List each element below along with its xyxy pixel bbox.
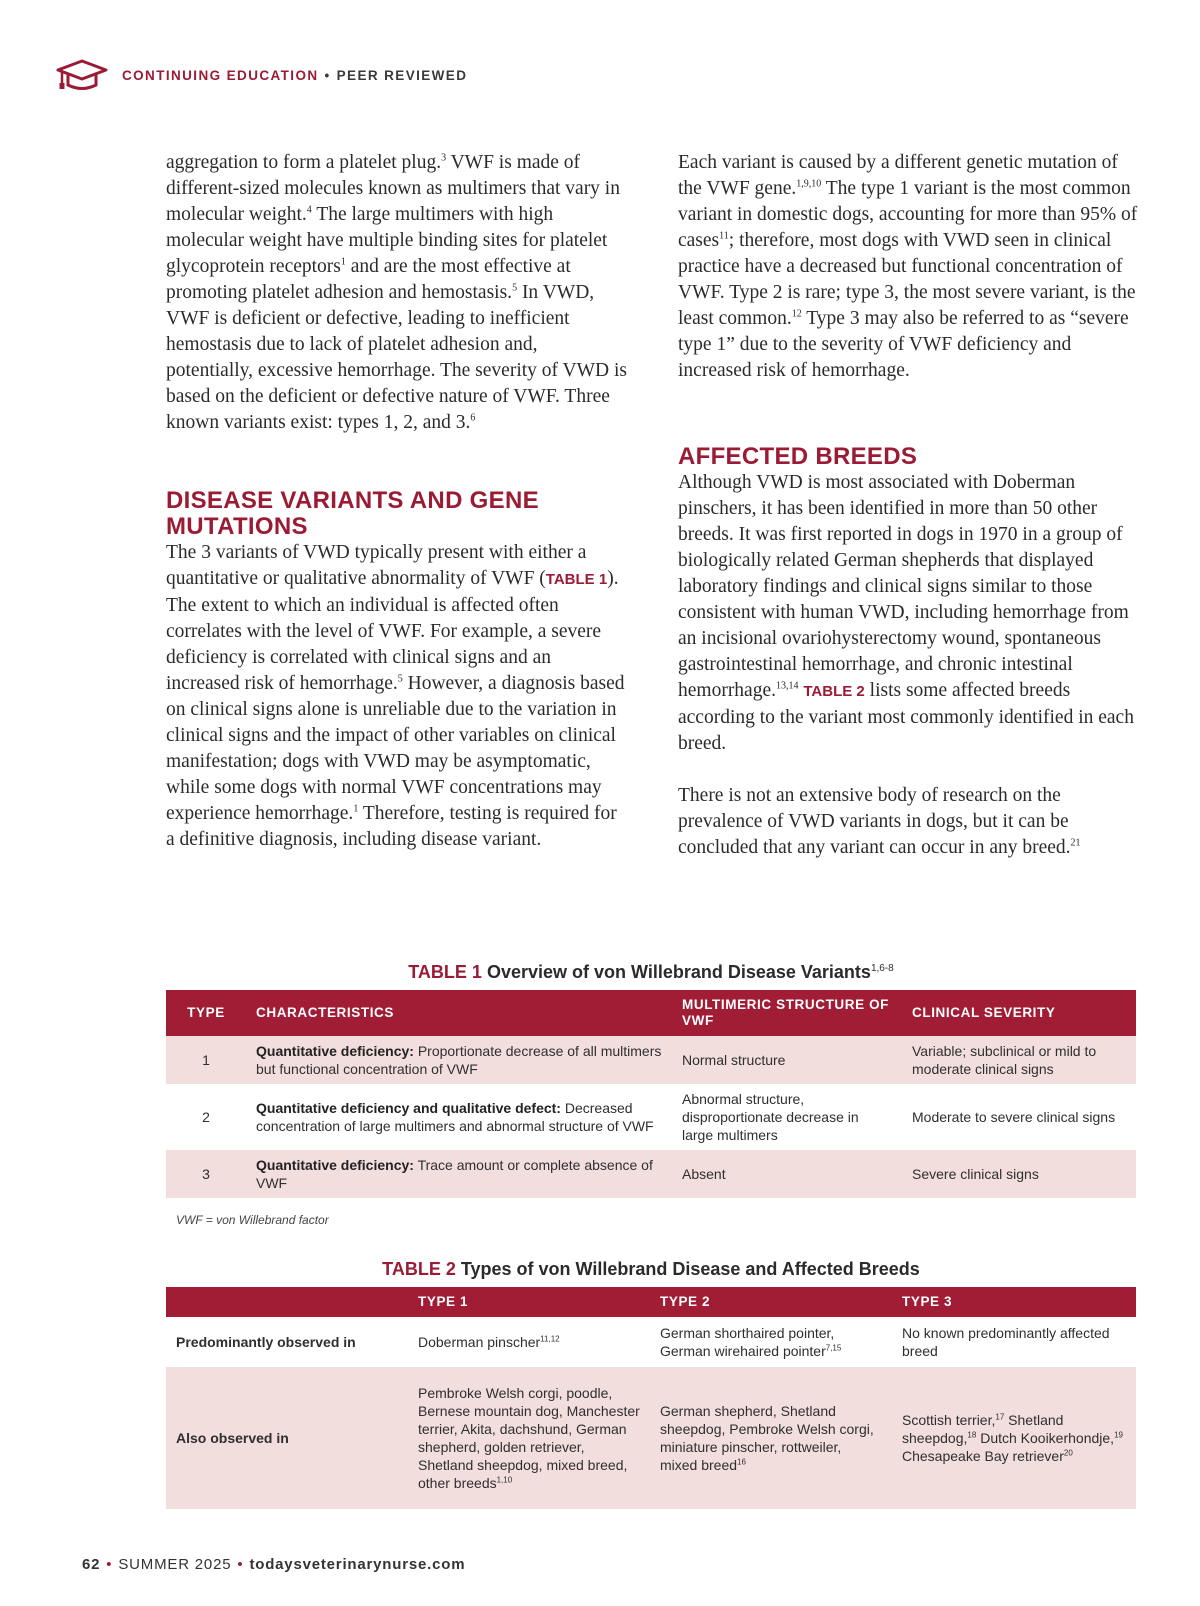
severity-cell: Variable; subclinical or mild to moderate clinical signs	[902, 1036, 1136, 1084]
severity-cell: Moderate to severe clinical signs	[902, 1084, 1136, 1150]
structure-cell: Absent	[672, 1150, 902, 1198]
structure-cell: Abnormal structure, disproportionate decrease in large multimers	[672, 1084, 902, 1150]
row-label-cell: Predominantly observed in	[166, 1317, 408, 1367]
column-header: TYPE 2	[650, 1287, 892, 1317]
type-2-cell: German shorthaired pointer, German wirehaired pointer$^{7,15}$	[650, 1317, 892, 1367]
kicker-continuing-education: CONTINUING EDUCATION	[122, 67, 319, 83]
type-cell: 2	[166, 1084, 246, 1150]
page-number: 62	[82, 1556, 101, 1573]
type-cell: 3	[166, 1150, 246, 1198]
type-1-cell: Doberman pinscher$^{11,12}$	[408, 1317, 650, 1367]
table-1-header-row	[166, 990, 1136, 1036]
table-row	[166, 1036, 1136, 1084]
graduation-cap-icon	[56, 58, 108, 92]
table-row	[166, 1317, 1136, 1367]
table-1-title: TABLE 1 Overview of von Willebrand Disease Variants$^{1,6-8}$	[408, 962, 894, 982]
section-kicker	[122, 68, 467, 83]
heading-disease-variants: DISEASE VARIANTS AND GENE MUTATIONS	[166, 487, 539, 540]
characteristics-cell: Quantitative deficiency: Proportionate decrease of all multimers but functional concentration of VWF	[246, 1036, 672, 1084]
type-cell: 1	[166, 1036, 246, 1084]
right-paragraph-3: There is not an extensive body of research on the prevalence of VWD variants in dogs, but it can be concluded that any variant can occur in any breed.$^{21}$	[678, 785, 1081, 858]
right-column	[678, 150, 1138, 861]
characteristics-cell: Quantitative deficiency: Trace amount or complete absence of VWF	[246, 1150, 672, 1198]
characteristics-cell: Quantitative deficiency and qualitative defect: Decreased concentration of large multimers and abnormal structure of VWF	[246, 1084, 672, 1150]
table-row	[166, 1084, 1136, 1150]
table-row	[166, 1150, 1136, 1198]
kicker-peer-reviewed: PEER REVIEWED	[336, 67, 468, 83]
left-paragraph-1: aggregation to form a platelet plug.$^3$ VWF is made of different-sized molecules known as multimers that vary in molecular weight.$^4$ The large multimers with high molecular weight have multiple binding sites for platelet glycoprotein receptors$^1$ and are the most effective at promoting platelet adhesion and hemostasis.$^5$ In VWD, VWF is deficient or defective, leading to inefficient hemostasis due to lack of platelet adhesion and, potentially, excessive hemorrhage. The severity of VWD is based on the deficient or defective nature of VWF. Three known variants exist: types 1, 2, and 3.$^6$	[166, 152, 628, 433]
left-column	[166, 150, 628, 853]
column-header	[166, 1287, 408, 1317]
row-label-cell: Also observed in	[166, 1367, 408, 1509]
table-2	[166, 1287, 1136, 1509]
page-header	[56, 58, 467, 92]
website-link[interactable]: todaysveterinarynurse.com	[249, 1556, 466, 1573]
column-header: CLINICAL SEVERITY	[902, 990, 1136, 1036]
right-paragraph-2: Although VWD is most associated with Doberman pinschers, it has been identified in more than 50 other breeds. It was first reported in dogs in 1970 in a group of biologically related German shepherds that displayed laboratory findings and clinical signs similar to those consistent with human VWD, including hemorrhage from an incisional ovariohysterectomy wound, spontaneous gastrointestinal hemorrhage, and chronic intestinal hemorrhage.$^{13,14}$ TABLE 2 lists some affected breeds according to the variant most commonly identified in each breed.	[678, 472, 1134, 754]
footer-separator: •	[237, 1556, 244, 1573]
type-2-cell: German shepherd, Shetland sheepdog, Pembroke Welsh corgi, miniature pinscher, rottweiler, mixed breed$^{16}$	[650, 1367, 892, 1509]
table-2-header-row	[166, 1287, 1136, 1317]
type-1-cell: Pembroke Welsh corgi, poodle, Bernese mountain dog, Manchester terrier, Akita, dachshund, German shepherd, golden retriever, Shetland sheepdog, mixed breed, other breeds$^{1,10}$	[408, 1367, 650, 1509]
table-2-title: TABLE 2 Types of von Willebrand Disease and Affected Breeds	[382, 1259, 920, 1279]
issue-label: SUMMER 2025	[118, 1556, 232, 1573]
type-3-cell: Scottish terrier,$^{17}$ Shetland sheepdog,$^{18}$ Dutch Kooikerhondje,$^{19}$ Chesapeake Bay retriever$^{20}$	[892, 1367, 1136, 1509]
table-2-reference[interactable]: TABLE 2	[803, 683, 865, 700]
column-header: TYPE 3	[892, 1287, 1136, 1317]
right-paragraph-1: Each variant is caused by a different genetic mutation of the VWF gene.$^{1,9,10}$ The type 1 variant is the most common variant in domestic dogs, accounting for more than 95% of cases$^{11}$; therefore, most dogs with VWD seen in clinical practice have a decreased but functional concentration of VWF. Type 2 is rare; type 3, the most severe variant, is the least common.$^{12}$ Type 3 may also be referred to as “severe type 1” due to the severity of VWF deficiency and increased risk of hemorrhage.	[678, 152, 1138, 381]
column-header: MULTIMERIC STRUCTURE OF VWF	[672, 990, 902, 1036]
severity-cell: Severe clinical signs	[902, 1150, 1136, 1198]
structure-cell: Normal structure	[672, 1036, 902, 1084]
table-row	[166, 1367, 1136, 1509]
column-header: TYPE	[166, 990, 246, 1036]
left-paragraph-2: The 3 variants of VWD typically present with either a quantitative or qualitative abnormality of VWF (TABLE 1). The extent to which an individual is affected often correlates with the level of VWF. For example, a severe deficiency is correlated with clinical signs and an increased risk of hemorrhage.$^5$ However, a diagnosis based on clinical signs alone is unreliable due to the variation in clinical signs and the impact of other variables on clinical manifestation; dogs with VWD may be asymptomatic, while some dogs with normal VWF concentrations may experience hemorrhage.$^1$ Therefore, testing is required for a definitive diagnosis, including disease variant.	[166, 542, 625, 850]
page-footer	[82, 1556, 465, 1573]
footer-separator: •	[106, 1556, 113, 1573]
table-1	[166, 990, 1136, 1198]
table-1-footnote: VWF = von Willebrand factor	[176, 1213, 329, 1227]
type-3-cell: No known predominantly affected breed	[892, 1317, 1136, 1367]
heading-affected-breeds: AFFECTED BREEDS	[678, 443, 918, 470]
kicker-separator: •	[324, 67, 331, 83]
table-1-reference[interactable]: TABLE 1	[545, 571, 608, 588]
column-header: TYPE 1	[408, 1287, 650, 1317]
column-header: CHARACTERISTICS	[246, 990, 672, 1036]
